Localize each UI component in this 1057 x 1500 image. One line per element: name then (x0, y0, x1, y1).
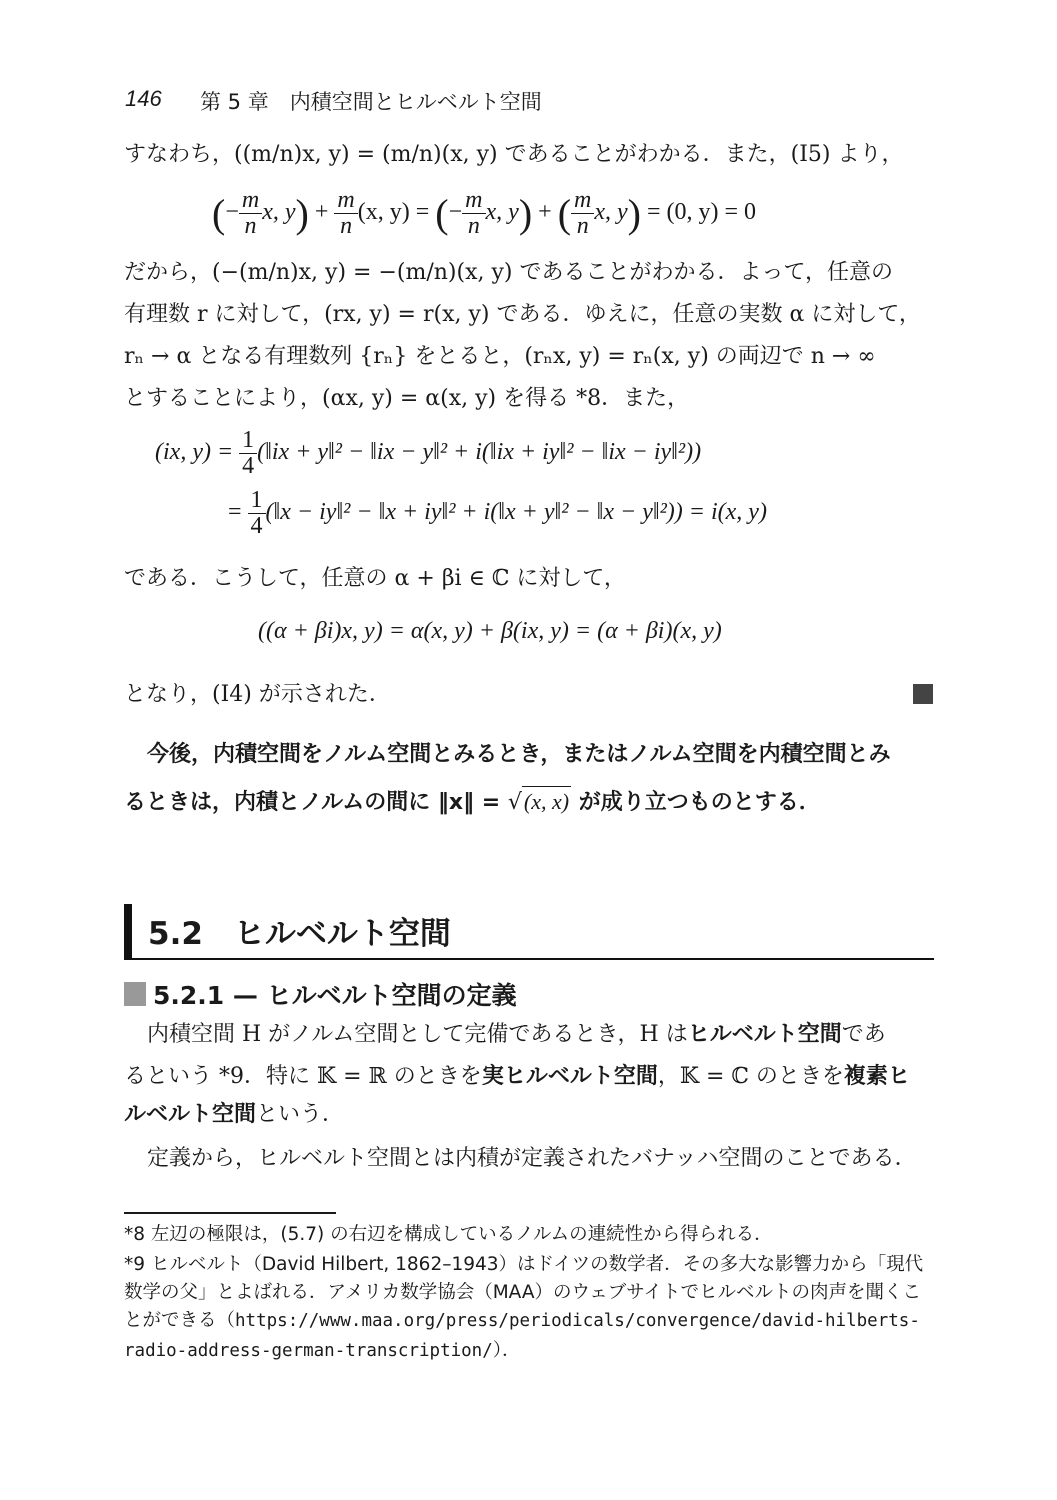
section-title: 5.2 ヒルベルト空間 (148, 916, 451, 952)
bold-line-2: るときは，内積とノルムの間に ‖x‖ = √(x, x) が成り立つものとする． (124, 786, 821, 818)
definition-line-2: るという *9．特に 𝕂 = ℝ のときを実ヒルベルト空間，𝕂 = ℂ のときを複素ヒ (124, 1064, 910, 1089)
footnote-url-cont[interactable]: radio-address-german-transcription/ (124, 1341, 493, 1361)
subsection-marker (124, 982, 146, 1006)
footnote-9-line-1: *9 ヒルベルト（David Hilbert, 1862–1943）はドイツの数学者．その多大な影響力から「現代 (124, 1254, 924, 1275)
section-bar (124, 904, 132, 958)
text-line-7: となり，(I4) が示された． (124, 682, 391, 707)
text-line-2: だから，(−(m/n)x, y) = −(m/n)(x, y) であることがわかる．よって，任意の (124, 260, 894, 285)
text-line-6: である．こうして，任意の α + βi ∈ ℂ に対して， (124, 566, 626, 591)
footnote-8: *8 左辺の極限は，(5.7) の右辺を構成しているノルムの連続性から得られる． (124, 1224, 773, 1245)
bold-line-1: 今後，内積空間をノルム空間とみるとき，またはノルム空間を内積空間とみ (147, 742, 891, 767)
text-line-4: rₙ → α となる有理数列 {rₙ} をとると，(rₙx, y) = rₙ(x, y) の両辺で n → ∞ (124, 344, 876, 369)
qed-mark (913, 684, 933, 704)
text-line-1: すなわち，((m/n)x, y) = (m/n)(x, y) であることがわかる．また，(I5) より， (124, 142, 904, 167)
running-header: 第 5 章 内積空間とヒルベルト空間 (200, 90, 542, 114)
text-line-3: 有理数 r に対して，(rx, y) = r(x, y) である．ゆえに，任意の実数 α に対して， (124, 302, 921, 327)
equation-1: (− $\frac{m}{n}$ x, y) + $\frac{m}{n}$ (x, y) = (− $\frac{m}{n}$ x, y) + ( $\frac{m}{n}$ x, y) = (0, y) = 0 (212, 187, 757, 240)
section-rule (124, 958, 934, 960)
definition-line-1: 内積空間 H がノルム空間として完備であるとき，H はヒルベルト空間であ (147, 1022, 886, 1047)
equation-2a: (ix, y) = $\frac{1}{4}$ (‖ix + y‖² − ‖ix − y‖² + i(‖ix + iy‖² − ‖ix − iy‖²)) (155, 427, 702, 480)
page-number: 146 (125, 86, 162, 111)
subsection-title: 5.2.1 — ヒルベルト空間の定義 (153, 981, 517, 1010)
equation-3: ((α + βi)x, y) = α(x, y) + β(ix, y) = (α + βi)(x, y) (258, 618, 722, 644)
footnote-rule (124, 1212, 336, 1214)
definition-line-4: 定義から，ヒルベルト空間とは内積が定義されたバナッハ空間のことである． (147, 1146, 917, 1171)
definition-line-3: ルベルト空間という． (124, 1102, 345, 1127)
text-line-5: とすることにより，(αx, y) = α(x, y) を得る *8．また， (124, 386, 690, 411)
footnote-url[interactable]: https://www.maa.org/press/periodicals/convergence/david-hilberts- (235, 1311, 920, 1331)
footnote-9-line-4: radio-address-german-transcription/）． (124, 1340, 521, 1361)
equation-2b: = $\frac{1}{4}$ (‖x − iy‖² − ‖x + iy‖² + i(‖x + y‖² − ‖x − y‖²)) = i(x, y) (228, 487, 767, 540)
footnote-9-line-2: 数学の父」とよばれる．アメリカ数学協会（MAA）のウェブサイトでヒルベルトの肉声を聞くこ (124, 1282, 921, 1303)
footnote-9-line-3: とができる（https://www.maa.org/press/periodicals/convergence/david-hilberts- (124, 1310, 920, 1331)
